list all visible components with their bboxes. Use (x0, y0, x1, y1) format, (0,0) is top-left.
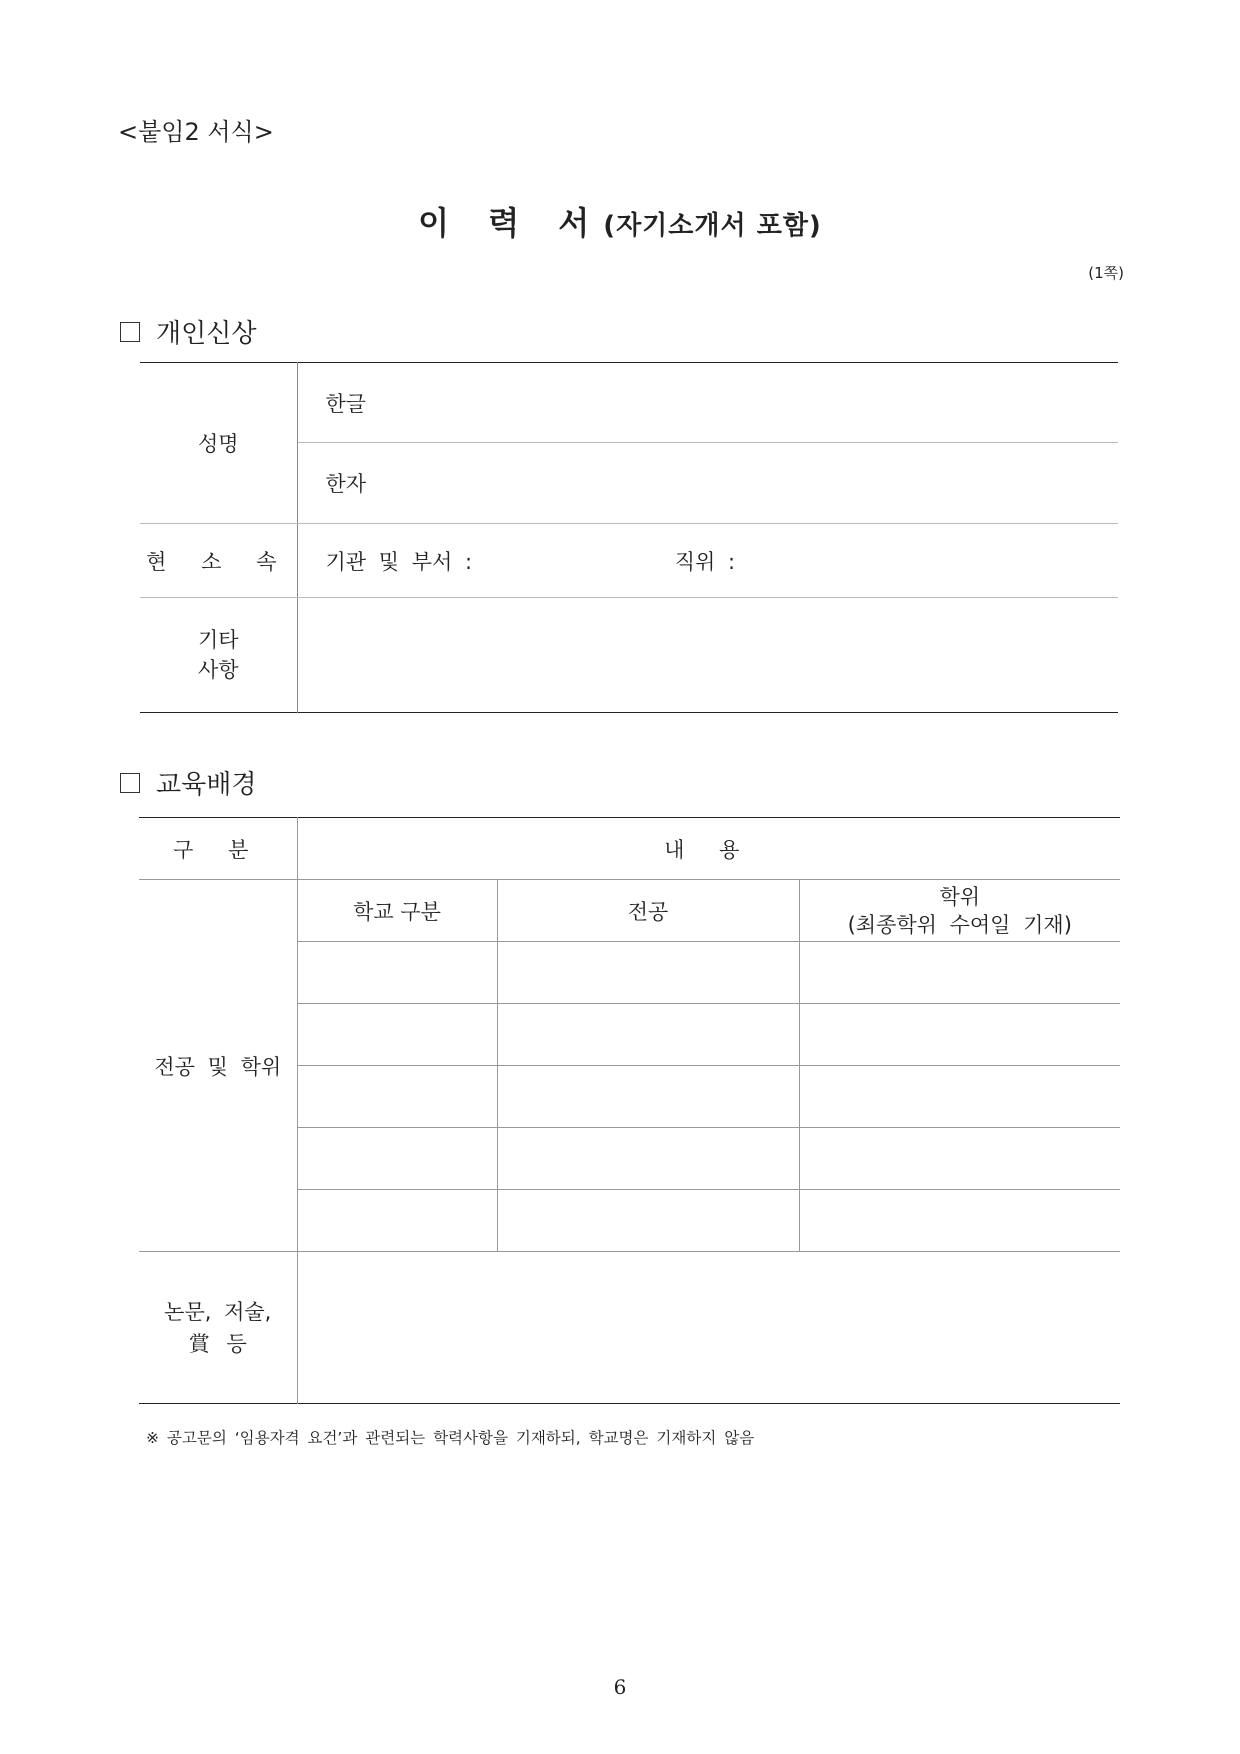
personal-info-table (140, 362, 1118, 713)
degree-cell[interactable] (799, 942, 1120, 1004)
major-degree-label: 전공 및 학위 (139, 880, 297, 1252)
checkbox-icon (120, 773, 140, 793)
hanja-label: 한자 (325, 472, 367, 496)
degree-cell[interactable] (799, 1004, 1120, 1066)
section-education (120, 764, 256, 801)
page-indicator: (1쪽) (1088, 264, 1124, 282)
school-type-cell[interactable] (297, 1004, 497, 1066)
school-type-header: 학교 구분 (297, 880, 497, 942)
section-title-education: 교육배경 (156, 770, 257, 800)
checkbox-icon (120, 322, 140, 342)
section-title-personal: 개인신상 (156, 319, 257, 349)
hanja-name-field[interactable] (297, 443, 1118, 524)
school-type-cell[interactable] (297, 1066, 497, 1128)
attachment-label: <붙임2 서식> (118, 118, 274, 146)
position-label: 직위 : (674, 549, 736, 574)
degree-cell[interactable] (799, 1066, 1120, 1128)
footnote: ※ 공고문의 ‘임용자격 요건’과 관련되는 학력사항을 기재하되, 학교명은 기재하지 않음 (146, 1429, 755, 1447)
major-cell[interactable] (497, 1004, 799, 1066)
title-main: 이 력 서 (418, 204, 604, 242)
major-cell[interactable] (497, 942, 799, 1004)
title-sub: (자기소개서 포함) (603, 211, 822, 241)
section-personal (120, 313, 256, 350)
affiliation-label: 현 소 속 (140, 524, 297, 598)
other-label: 기타 사항 (140, 598, 297, 713)
name-label: 성명 (140, 363, 297, 524)
school-type-cell[interactable] (297, 1190, 497, 1252)
hangul-label: 한글 (325, 391, 367, 416)
affiliation-field[interactable] (297, 524, 1118, 598)
major-cell[interactable] (497, 1066, 799, 1128)
papers-field[interactable] (297, 1252, 1120, 1404)
hangul-name-field[interactable] (297, 363, 1118, 443)
papers-label: 논문, 저술, 賞 등 (139, 1252, 297, 1404)
school-type-cell[interactable] (297, 942, 497, 1004)
degree-cell[interactable] (799, 1190, 1120, 1252)
other-field[interactable] (297, 598, 1118, 713)
page-number: 6 (613, 1675, 627, 1699)
col-content-header: 내 용 (297, 818, 1120, 880)
org-label: 기관 및 부서 : (325, 549, 473, 574)
education-table (139, 817, 1120, 1404)
document-title (0, 198, 1240, 244)
school-type-cell[interactable] (297, 1128, 497, 1190)
major-header: 전공 (497, 880, 799, 942)
major-cell[interactable] (497, 1190, 799, 1252)
degree-header: 학위 (최종학위 수여일 기재) (799, 880, 1120, 942)
col-category-header: 구 분 (139, 818, 297, 880)
degree-cell[interactable] (799, 1128, 1120, 1190)
major-cell[interactable] (497, 1128, 799, 1190)
